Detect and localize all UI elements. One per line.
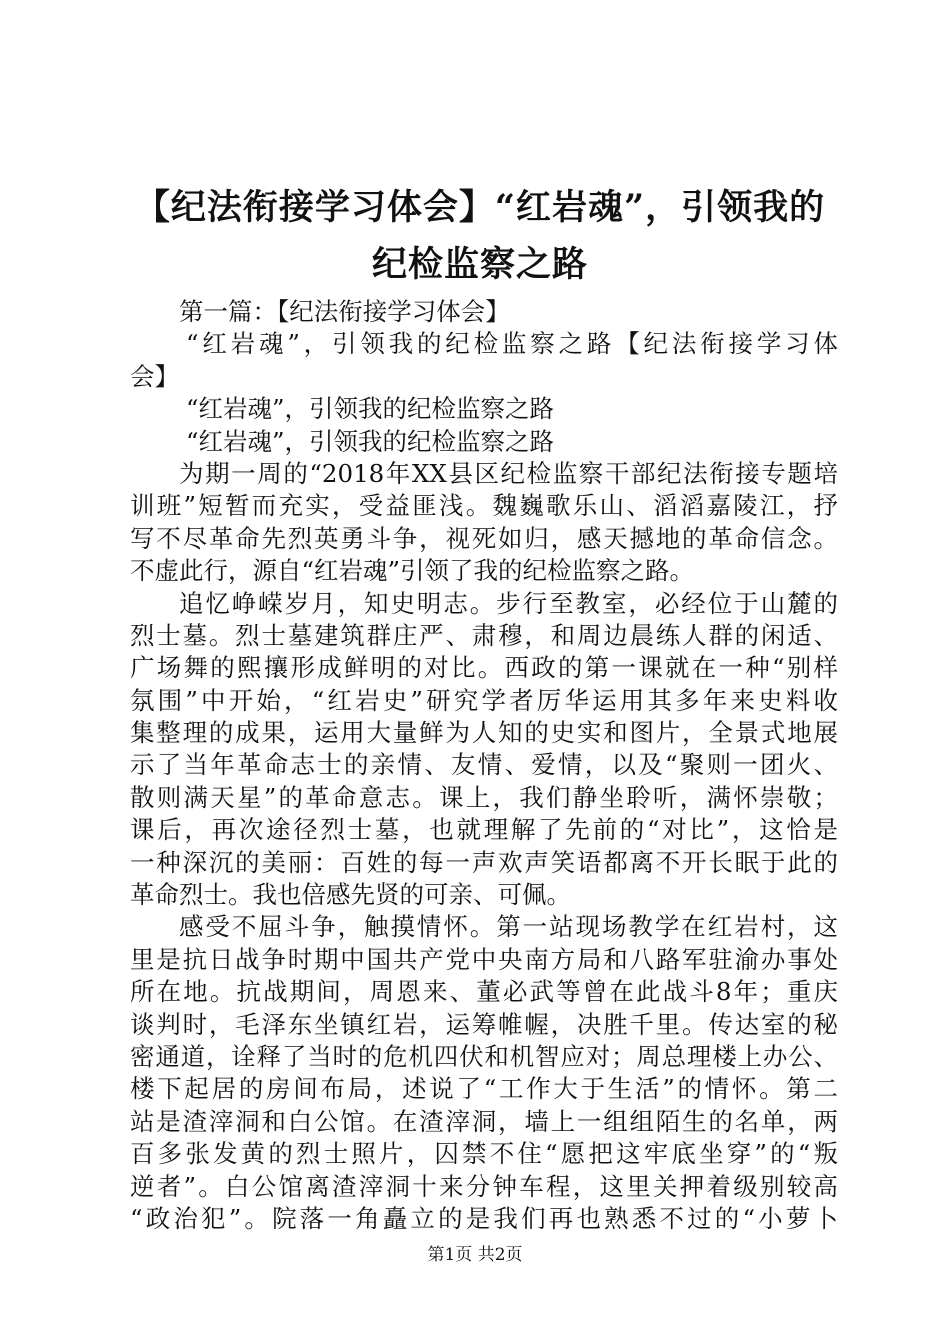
- body-line: 密通道，诠释了当时的危机四伏和机智应对；周总理楼上办公、: [130, 1041, 838, 1071]
- body-line: 站是渣滓洞和白公馆。在渣滓洞，墙上一组组陌生的名单，两: [130, 1106, 838, 1136]
- body-line: 第一篇：【纪法衔接学习体会】: [179, 297, 510, 326]
- body-line: 追忆峥嵘岁月，知史明志。步行至教室，必经位于山麓的: [179, 588, 838, 618]
- body-line: 里是抗日战争时期中国共产党中央南方局和八路军驻渝办事处: [130, 944, 838, 974]
- document-body: [130, 296, 838, 1235]
- body-line: 谈判时，毛泽东坐镇红岩，运筹帷幄，决胜千里。传达室的秘: [130, 1009, 838, 1039]
- body-line: 烈士墓。烈士墓建筑群庄严、肃穆，和周边晨练人群的闲适、: [130, 620, 838, 650]
- body-line: 氛围”中开始，“红岩史”研究学者厉华运用其多年来史料收: [130, 685, 838, 715]
- body-line: 训班”短暂而充实，受益匪浅。魏巍歌乐山、滔滔嘉陵江，抒: [130, 491, 838, 521]
- body-line: 楼下起居的房间布局，述说了“工作大于生活”的情怀。第二: [130, 1074, 838, 1104]
- body-line: 感受不屈斗争，触摸情怀。第一站现场教学在红岩村，这: [179, 912, 838, 942]
- body-line: 散则满天星”的革命意志。课上，我们静坐聆听，满怀崇敬；: [130, 782, 838, 812]
- body-line: 百多张发黄的烈士照片，囚禁不住“愿把这牢底坐穿”的“叛: [130, 1139, 838, 1169]
- body-line: 集整理的成果，运用大量鲜为人知的史实和图片，全景式地展: [130, 718, 838, 748]
- body-line: 为期一周的“2018年XX县区纪检监察干部纪法衔接专题培: [179, 458, 838, 488]
- body-line: “红岩魂”，引领我的纪检监察之路: [186, 394, 555, 424]
- page-footer: 第1页 共2页: [427, 1245, 523, 1265]
- body-line: “红岩魂”，引领我的纪检监察之路【纪法衔接学习体: [186, 329, 838, 359]
- body-line: 一种深沉的美丽：百姓的每一声欢声笑语都离不开长眠于此的: [130, 847, 838, 877]
- body-line: “红岩魂”，引领我的纪检监察之路: [186, 426, 555, 456]
- body-line: 会】: [130, 361, 179, 391]
- body-line: “政治犯”。院落一角矗立的是我们再也熟悉不过的“小萝卜: [130, 1203, 838, 1233]
- body-line: 不虚此行，源自“红岩魂”引领了我的纪检监察之路。: [130, 556, 695, 586]
- body-line: 所在地。抗战期间，周恩来、董必武等曾在此战斗8年；重庆: [130, 977, 838, 1007]
- document-title-line-1: 【纪法衔接学习体会】“红岩魂”，引领我的: [134, 187, 826, 228]
- body-line: 逆者”。白公馆离渣滓洞十来分钟车程，这里关押着级别较高: [130, 1171, 838, 1201]
- body-line: 课后，再次途径烈士墓，也就理解了先前的“对比”，这恰是: [130, 815, 838, 845]
- document-title-line-2: 纪检监察之路: [371, 244, 588, 285]
- body-line: 示了当年革命志士的亲情、友情、爱情，以及“聚则一团火、: [130, 750, 838, 780]
- body-line: 革命烈士。我也倍感先贤的可亲、可佩。: [130, 880, 571, 910]
- body-line: 写不尽革命先烈英勇斗争，视死如归，感天撼地的革命信念。: [130, 523, 838, 553]
- body-line: 广场舞的熙攘形成鲜明的对比。西政的第一课就在一种“别样: [130, 653, 838, 683]
